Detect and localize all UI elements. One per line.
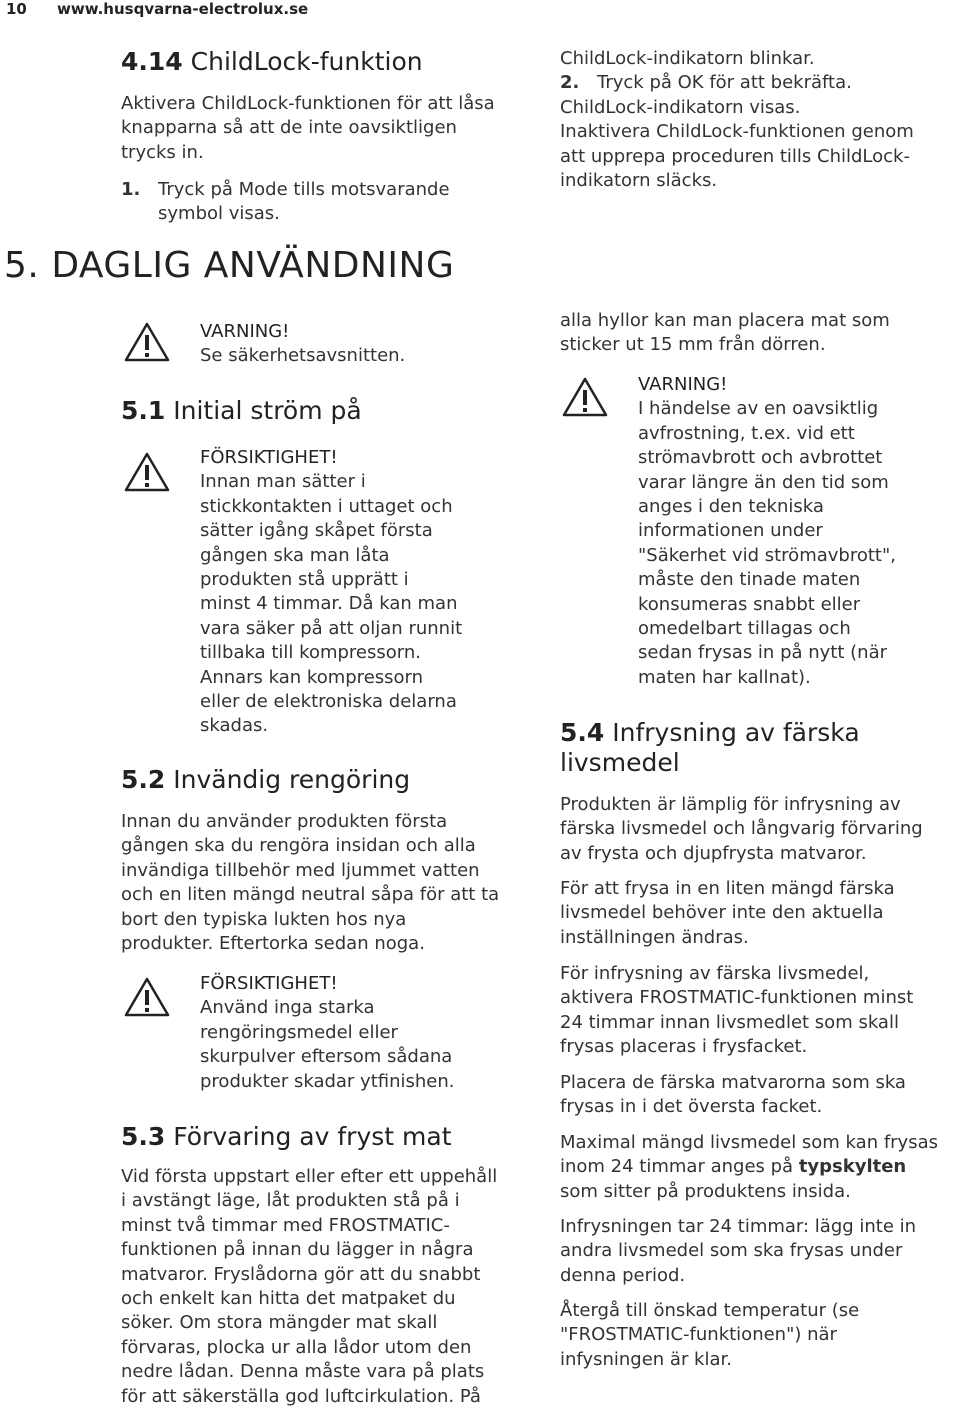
warning-title: VARNING! [638,374,728,395]
text-line: nedre lådan. Denna måste vara på plats [121,1361,485,1383]
text-line [560,1155,938,1179]
text-line: strömavbrott och avbrottet [638,447,883,469]
text-line: Använd inga starka [200,997,375,1019]
text-line: minst 4 timmar. Då kan man [200,593,458,615]
text-line: tillbaka till kompressorn. [200,642,421,664]
text-line: sedan frysas in på nytt (när [638,642,888,664]
section-title: ChildLock-funktion [190,47,423,76]
text-line: måste den tinade maten [638,569,861,591]
text-line: av frysta och djupfrysta matvaror. [560,842,867,864]
text-line: Maximal mängd livsmedel som kan frysas [560,1132,938,1153]
chapter-title: DAGLIG ANVÄNDNING [51,245,455,286]
chapter-number: 5. [4,245,40,286]
text-line: som sitter på produktens insida. [560,1180,851,1202]
text-line: livsmedel behöver inte den aktuella [560,902,884,924]
text-line: frysas in i det översta facket. [560,1096,823,1118]
section-4-14-intro [121,92,495,165]
text-line: skadas. [200,715,269,737]
text-line: matvaror. Fryslådorna gör att du snabbt [121,1263,481,1285]
text-line: För att frysa in en liten mängd färska [560,878,895,899]
text-line: gången ska du rengöra insidan och alla [121,835,476,857]
text-line: andra livsmedel som ska frysas under [560,1240,903,1262]
text-line: förvaras, plocka ur alla lådor utom den [121,1336,472,1358]
section-4-14-heading [121,47,423,77]
step-1 [121,178,450,227]
text-line: Innan du använder produkten första [121,811,448,832]
text-line: för att säkerställa god luftcirkulation. På [121,1385,481,1407]
section-number: 5.3 [121,1122,166,1151]
section-5-4-heading [560,718,860,778]
text-line: funktionen på innan du lägger in några [121,1239,474,1261]
step-number: 1. [121,179,141,200]
section-5-4-p5 [560,1131,938,1204]
text-line: ChildLock-indikatorn blinkar. [560,48,815,69]
text-line: "FROSTMATIC-funktionen") när [560,1324,837,1346]
website-url: www.husqvarna-electrolux.se [57,0,309,18]
caution-title: FÖRSIKTIGHET! [200,447,338,468]
text-line: produkter. Eftertorka sedan noga. [121,933,425,955]
text-line: produkten stå upprätt i [200,569,409,591]
text-line: Tryck på Mode tills motsvarande [158,179,450,200]
text-line: 24 timmar innan livsmedlet som skall [560,1011,899,1033]
text-line: konsumeras snabbt eller [638,593,861,615]
section-title-continued: livsmedel [560,748,680,777]
section-5-3-continued [560,309,890,358]
text-line: trycks in. [121,141,204,163]
text-line: Aktivera ChildLock-funktionen för att låsa [121,93,495,114]
text-line: söker. Om stora mängder mat skall [121,1312,438,1334]
section-title: Initial ström på [173,396,362,425]
text-line: Innan man sätter i [200,471,366,493]
section-number: 4.14 [121,47,183,76]
caution-text [200,470,462,738]
text-line: gången ska man låta [200,544,390,566]
section-title: Invändig rengöring [173,765,411,794]
text-span: inom 24 timmar anges på [560,1156,799,1178]
text-line: symbol visas. [158,203,280,225]
section-number: 5.1 [121,396,166,425]
text-line: ChildLock-indikatorn visas. [560,96,801,118]
text-line: produkter skadar ytfinishen. [200,1070,455,1092]
text-line: färska livsmedel och långvarig förvaring [560,818,923,840]
text-line: aktivera FROSTMATIC-funktionen minst [560,987,914,1009]
section-number: 5.4 [560,718,605,747]
section-title: Infrysning av färska [612,718,860,747]
step-number: 2. [560,72,580,94]
section-5-4-p7 [560,1299,859,1372]
text-line: maten har kallnat). [638,666,811,688]
section-5-4-p3 [560,962,913,1060]
text-line: frysas placeras i frysfacket. [560,1036,808,1058]
text-line: Placera de färska matvarorna som ska [560,1072,906,1093]
text-line: inställningen ändras. [560,926,749,948]
text-line: eller de elektroniska delarna [200,691,457,713]
section-5-4-p2 [560,877,895,950]
text-line: varar längre än den tid som [638,471,889,493]
text-line: och en liten mängd neutral såpa för att ta [121,884,500,906]
text-line: knapparna så att de inte oavsiktligen [121,117,457,139]
section-5-2-heading [121,765,410,795]
warning-box [638,373,896,690]
warning-triangle-icon [124,976,170,1018]
text-line: infysningen är klar. [560,1348,732,1370]
text-line: vara säker på att oljan runnit [200,617,463,639]
text-line: anges i den tekniska [638,496,824,518]
text-line: Produkten är lämplig för infrysning av [560,794,901,815]
step-2-text: Tryck på OK för att bekräfta. [597,72,852,94]
warning-text: Se säkerhetsavsnitten. [200,345,406,367]
childlock-continued [560,47,914,193]
text-line: För infrysning av färska livsmedel, [560,963,870,984]
caution-text [200,996,455,1094]
warning-text [638,397,896,690]
text-line: alla hyllor kan man placera mat som [560,310,890,331]
text-line: indikatorn släcks. [560,170,718,192]
text-line: Inaktivera ChildLock-funktionen genom [560,121,914,143]
section-number: 5.2 [121,765,166,794]
section-5-3-heading [121,1122,452,1152]
section-5-4-p4 [560,1071,906,1120]
warning-triangle-icon [124,321,170,363]
text-line: och enkelt kan hitta det matpaket du [121,1288,456,1310]
warning-triangle-icon [562,376,608,418]
chapter-5-heading [4,246,454,286]
caution-title: FÖRSIKTIGHET! [200,973,338,994]
section-5-3-body [121,1165,497,1409]
text-line: rengöringsmedel eller [200,1021,398,1043]
text-line: invändiga tillbehör med ljummet vatten [121,859,480,881]
section-5-4-p1 [560,793,923,866]
text-line: Infrysningen tar 24 timmar: lägg inte in [560,1216,917,1237]
text-line: skurpulver eftersom sådana [200,1046,453,1068]
text-line: minst två timmar med FROSTMATIC- [121,1214,450,1236]
text-line: Vid första uppstart eller efter ett uppehåll [121,1166,498,1187]
text-line: sätter igång skåpet första [200,520,433,542]
section-title: Förvaring av fryst mat [173,1122,452,1151]
section-5-1-heading [121,396,362,426]
section-5-4-p6 [560,1215,916,1288]
text-line: denna period. [560,1264,686,1286]
text-line: sticker ut 15 mm från dörren. [560,334,826,356]
warning-title: VARNING! [200,321,290,342]
text-line: omedelbart tillagas och [638,618,851,640]
warning-box [200,320,405,369]
warning-triangle-icon [124,451,170,493]
text-line: informationen under [638,520,823,542]
page-number: 10 [6,0,27,18]
text-line: i avstängt läge, låt produkten stå på i [121,1190,460,1212]
text-line: att upprepa proceduren tills ChildLock- [560,145,910,167]
caution-box [200,446,462,739]
caution-box [200,972,455,1094]
text-line: "Säkerhet vid strömavbrott", [638,544,896,566]
text-line: Återgå till önskad temperatur (se [560,1300,860,1321]
bold-term: typskylten [798,1156,907,1178]
text-line: Annars kan kompressorn [200,666,424,688]
text-line: avfrostning, t.ex. vid ett [638,422,855,444]
section-5-2-body [121,810,499,956]
text-line: I händelse av en oavsiktlig [638,398,879,420]
text-line: stickkontakten i uttaget och [200,495,453,517]
text-line: bort den typiska lukten hos nya [121,908,407,930]
